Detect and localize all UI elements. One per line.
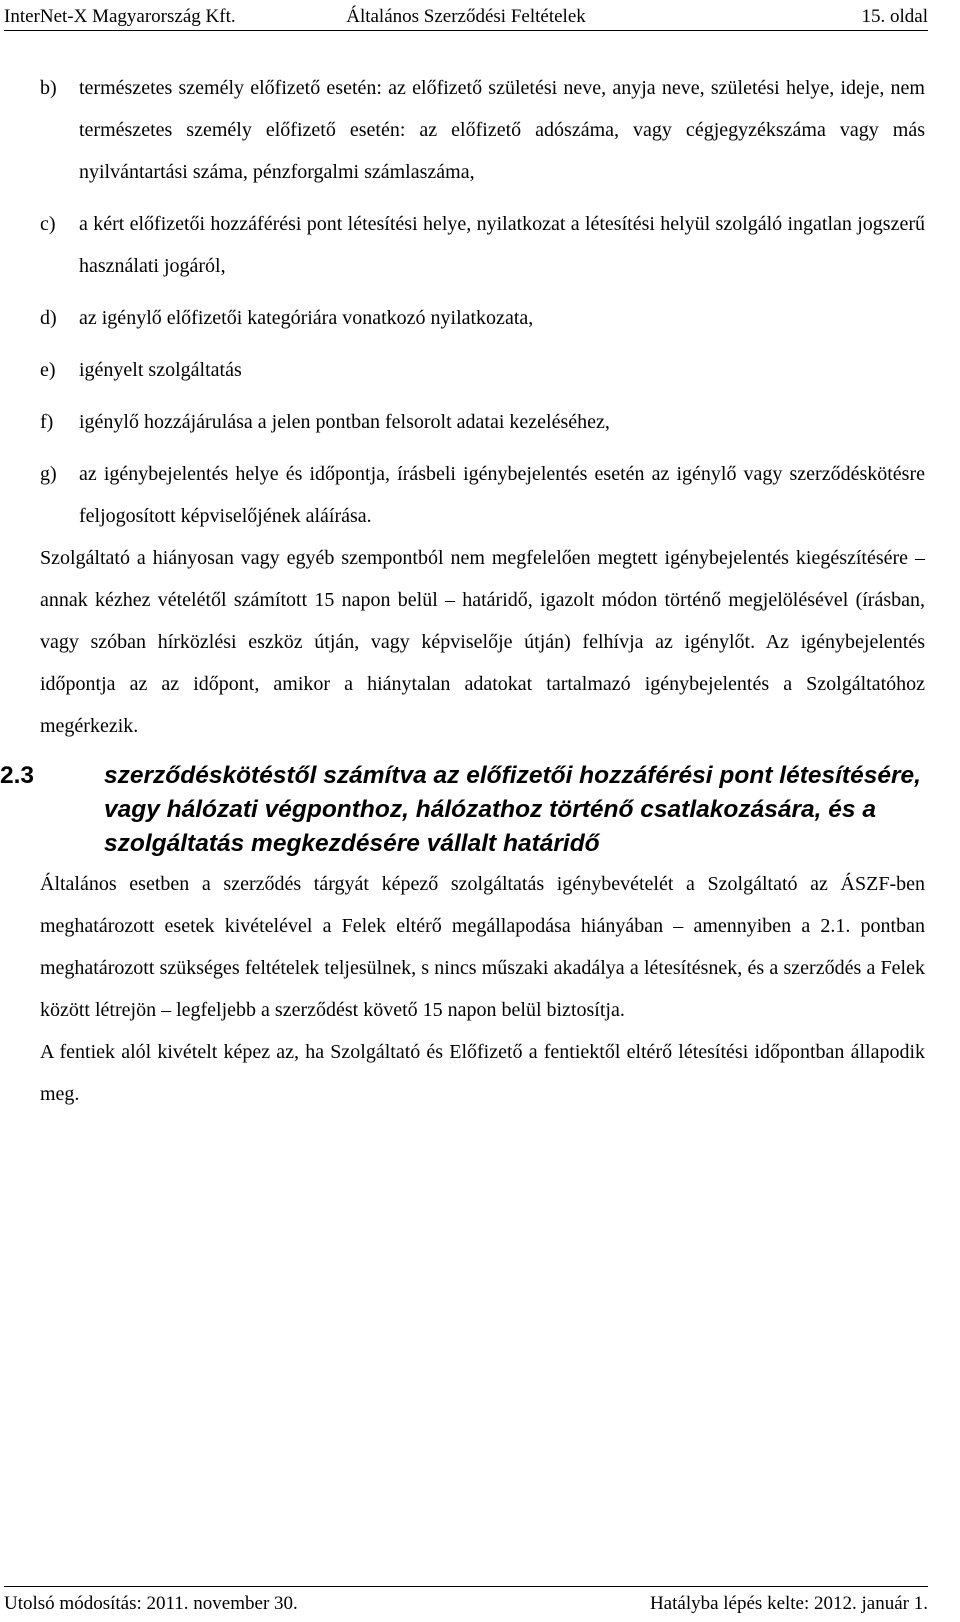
paragraph-deadline: Általános esetben a szerződés tárgyát képező szolgáltatás igénybevételét a Szolgáltató az ÁSZF-ben meghatározott esetek kivételével a Felek eltérő megállapodása hiányában – amennyiben a 2.1. pontban meghatározott szükséges feltételek teljesülnek, s nincs műszaki akadálya a létesítésnek, és a szerződés a Felek között létrejön – legfeljebb a szerződést követő 15 napon belül biztosítja. xyxy=(40,873,925,1021)
list-item-text: igényelt szolgáltatás xyxy=(79,359,242,381)
list-item-g xyxy=(40,453,925,537)
footer-effective-date: Hatályba lépés kelte: 2012. január 1. xyxy=(649,1593,928,1614)
section-title: szerződéskötéstől számítva az előfizetői hozzáférési pont létesítésére, vagy hálózati végponthoz, hálózathoz történő csatlakozására, és a szolgáltatás megkezdésére vállalt határidő xyxy=(104,762,921,857)
list-marker: d) xyxy=(40,307,57,329)
list-item-b xyxy=(40,67,925,193)
page-footer xyxy=(4,1586,928,1615)
list-marker: f) xyxy=(40,411,54,433)
list-item-text: igénylő hozzájárulása a jelen pontban felsorolt adatai kezeléséhez, xyxy=(79,411,610,433)
footer-last-modified: Utolsó módosítás: 2011. november 30. xyxy=(4,1593,298,1614)
page-body xyxy=(0,67,925,1115)
list-item-text: természetes személy előfizető esetén: az előfizető születési neve, anyja neve, születési helye, ideje, nem természetes személy előfizető esetén: az előfizető adószáma, vagy cégjegyzékszáma vagy más nyilvántartási száma, pénzforgalmi számlaszáma, xyxy=(79,77,925,183)
header-company: InterNet-X Magyarország Kft. xyxy=(4,6,236,27)
list-marker: g) xyxy=(40,463,57,485)
list-marker: c) xyxy=(40,213,56,235)
list-marker: b) xyxy=(40,77,57,99)
list-item-text: a kért előfizetői hozzáférési pont létesítési helye, nyilatkozat a létesítési helyül szolgáló ingatlan jogszerű használati jogáról, xyxy=(79,213,925,277)
section-number: 2.3 xyxy=(0,762,35,789)
list-item-text: az igénybejelentés helye és időpontja, írásbeli igénybejelentés esetén az igénylő vagy szerződéskötésre feljogosított képviselőjének aláírása. xyxy=(79,463,925,527)
paragraph-exception: A fentiek alól kivételt képez az, ha Szolgáltató és Előfizető a fentiektől eltérő létesítési időpontban állapodik meg. xyxy=(40,1041,925,1105)
list-item-f xyxy=(40,401,925,443)
list-marker: e) xyxy=(40,359,56,381)
paragraph-deficiency: Szolgáltató a hiányosan vagy egyéb szempontból nem megfelelően megtett igénybejelentés kiegészítésére – annak kézhez vételétől számított 15 napon belül – határidő, igazolt módon történő megjelölésével (írásban, vagy szóban hírközlési eszköz útján, vagy képviselője útján) felhívja az igénylőt. Az igénybejelentés időpontja az az időpont, amikor a hiánytalan adatokat tartalmazó igénybejelentés a Szolgáltatóhoz megérkezik. xyxy=(40,547,925,737)
header-page-number: 15. oldal xyxy=(861,6,928,27)
list-item-e xyxy=(40,349,925,391)
header-doc-title: Általános Szerződési Feltételek xyxy=(346,6,586,27)
page-header xyxy=(4,4,928,31)
section-heading xyxy=(0,759,925,861)
list-item-text: az igénylő előfizetői kategóriára vonatkozó nyilatkozata, xyxy=(79,307,534,329)
list-item-d xyxy=(40,297,925,339)
list-item-c xyxy=(40,203,925,287)
